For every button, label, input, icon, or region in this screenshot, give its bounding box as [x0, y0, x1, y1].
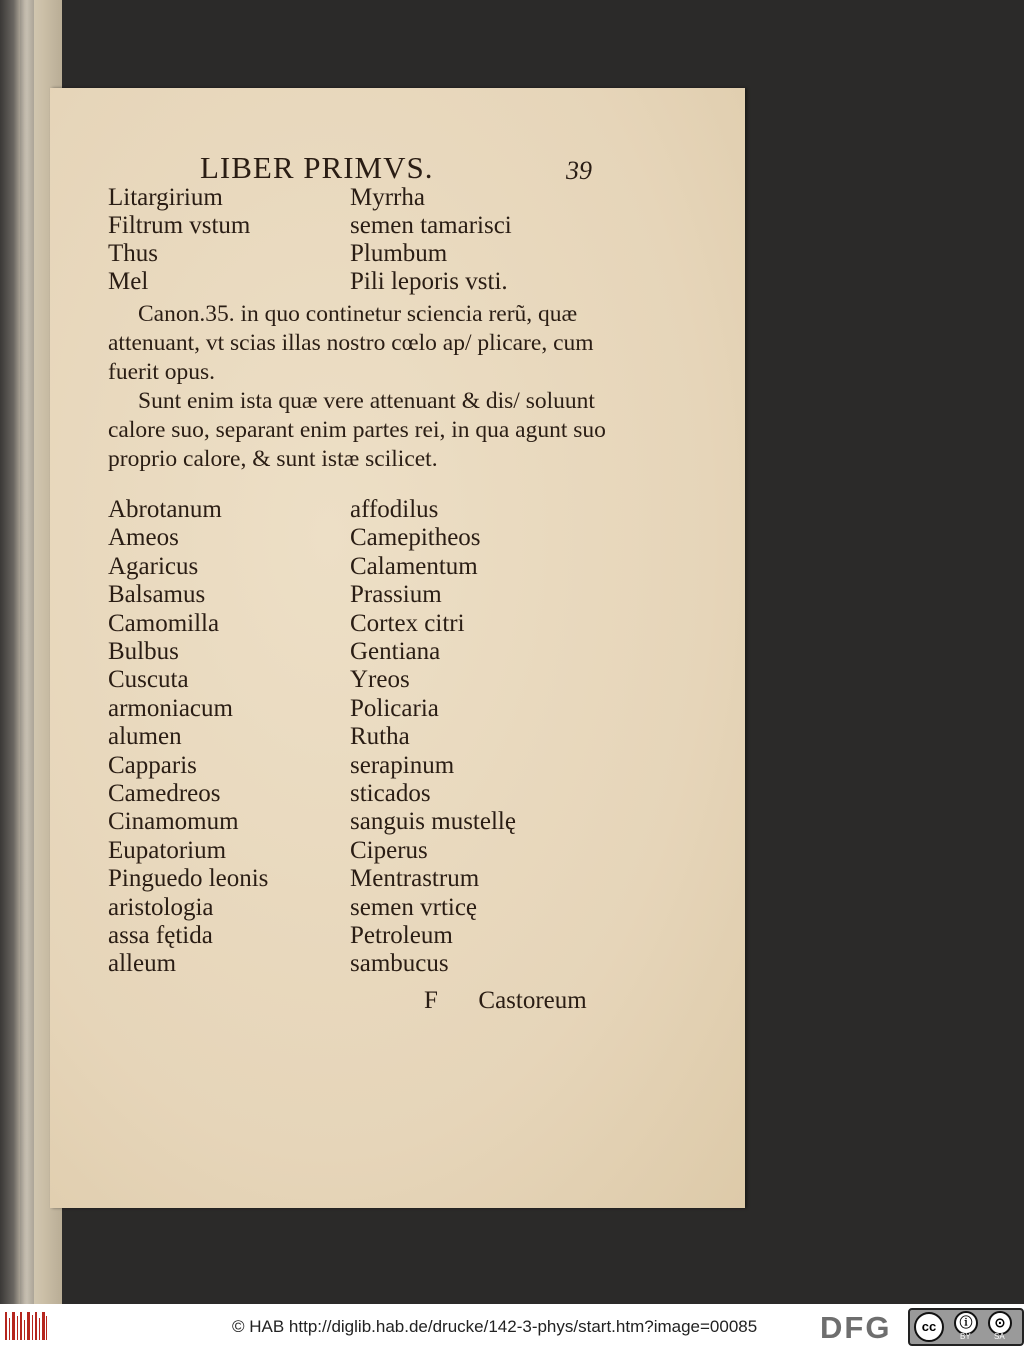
list-item-right: Policaria	[350, 694, 439, 722]
signature-line	[424, 987, 587, 1015]
list-item-left: Thus	[108, 240, 158, 267]
copyright-link[interactable]: © HAB http://diglib.hab.de/drucke/142-3-phys/start.htm?image=00085	[232, 1317, 758, 1336]
list-item-left: Agaricus	[108, 552, 199, 580]
paragraph-1: Canon.35. in quo continetur sciencia rerũ, quæ attenuant, vt scias illas nostro cœlo ap/ plicare, cum fuerit opus.	[108, 301, 594, 385]
signature-mark: F	[424, 987, 438, 1014]
list-item-right: Rutha	[350, 723, 410, 751]
list-item-right: semen vrticę	[350, 893, 478, 921]
list-item-right: sanguis mustellę	[350, 808, 516, 836]
paragraph-2: Sunt enim ista quæ vere attenuant & dis/ soluunt calore suo, separant enim partes rei, in qua agunt suo proprio calore, & sunt istæ scilicet.	[108, 388, 606, 472]
list-item-right: Yreos	[350, 666, 410, 694]
dfg-logo: DFG	[820, 1310, 892, 1345]
binding-spine	[20, 0, 34, 1304]
list-item-left: assa fętida	[108, 922, 213, 949]
catchword: Castoreum	[478, 987, 587, 1014]
list-item-left: Ameos	[108, 524, 179, 552]
list-item-left: Capparis	[108, 751, 197, 779]
by-icon: ⓘ	[954, 1311, 978, 1335]
list-item-left: Pinguedo leonis	[108, 865, 269, 893]
cc-license-badge[interactable]	[908, 1308, 1024, 1346]
list-item-right: Pili leporis vsti.	[350, 268, 508, 295]
list-item-left: armoniacum	[108, 694, 233, 722]
list-item-right: sambucus	[350, 950, 449, 978]
list-item-right: Prassium	[350, 581, 442, 609]
list-item-left: Cuscuta	[108, 666, 189, 694]
list-item-left: alumen	[108, 723, 182, 751]
list-item-right: Gentiana	[350, 638, 441, 665]
list-item-left: Camomilla	[108, 609, 220, 637]
list-item-right: affodilus	[350, 496, 439, 523]
list-item-left: Mel	[108, 268, 149, 295]
list-item-right: sticados	[350, 780, 431, 807]
sa-icon: ⊙	[988, 1311, 1012, 1335]
list-item-right: Camepitheos	[350, 524, 481, 552]
list-item-left: Eupatorium	[108, 836, 227, 864]
by-label: BY	[960, 1332, 971, 1341]
list-item-left: Balsamus	[108, 581, 206, 609]
list-item-left: alleum	[108, 950, 177, 978]
list-item-right: Mentrastrum	[350, 865, 480, 893]
list-item-left: Filtrum vstum	[108, 212, 251, 239]
list-item-left: Litargirium	[108, 184, 223, 211]
list-item-right: semen tamarisci	[350, 212, 512, 239]
hab-barcode-icon	[4, 1312, 48, 1340]
page-number: 39	[566, 156, 592, 185]
list-item-left: Bulbus	[108, 638, 179, 665]
list-item-left: Camedreos	[108, 780, 221, 807]
list-item-right: Ciperus	[350, 836, 428, 864]
sa-label: SA	[994, 1332, 1005, 1341]
list-item-right: Petroleum	[350, 922, 453, 949]
list-item-left: Abrotanum	[108, 496, 222, 523]
list-item-left: aristologia	[108, 893, 214, 921]
list-item-right: serapinum	[350, 751, 455, 779]
list-item-right: Calamentum	[350, 552, 478, 580]
running-header: LIBER PRIMVS.	[200, 150, 434, 185]
footer-bar	[0, 1304, 1024, 1346]
list-item-right: Cortex citri	[350, 609, 465, 637]
list-item-left: Cinamomum	[108, 808, 239, 836]
list-item-right: Plumbum	[350, 240, 448, 267]
cc-icon: cc	[914, 1312, 944, 1342]
list-item-right: Myrrha	[350, 184, 425, 211]
